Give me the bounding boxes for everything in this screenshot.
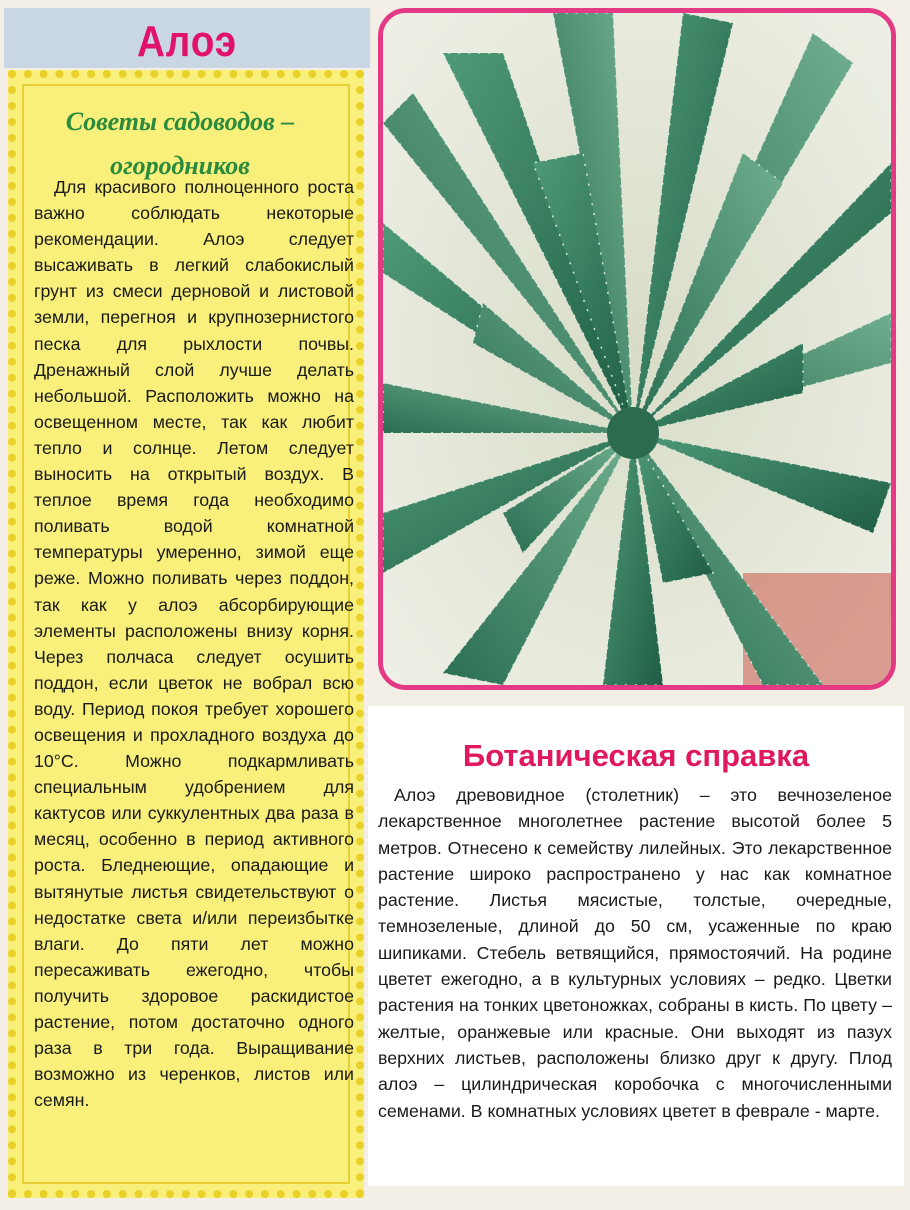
page-title: Алоэ	[136, 17, 238, 66]
aloe-photo	[378, 8, 896, 690]
sidebar-subtitle: Советы садоводов – огородников	[65, 107, 295, 180]
info-title: Ботаническая справка	[462, 738, 810, 773]
info-text: Алоэ древовидное (столетник) – это вечнозеленое лекарственное многолетнее растение высотой более 5 метров. Отнесено к семейству лилейных. Это лекарственное растение широко распространено у нас как комнатное растение. Листья мясистые, толстые, очередные, темнозеленые, длиной до 50 см, усаженные по краю шипиками. Стебель ветвящийся, прямостоячий. На родине цветет ежегодно, а в культурных условиях – редко. Цветки растения на тонких цветоножках, собраны в кисть. По цвету – желтые, оранжевые или красные. Они выходят из пазух верхних листьев, расположены близко друг к другу. Плод алоэ – цилиндрическая коробочка с многочисленными семенами. В комнатных условиях цветет в феврале - марте.	[378, 785, 892, 1121]
title-band	[4, 8, 370, 68]
sidebar-text: Для красивого полноценного роста важно соблюдать некоторые рекомендации. Алоэ следует высаживать в легкий слабокислый грунт из смеси дерновой и листовой земли, перегноя и крупнозернистого песка для рыхлости почвы. Дренажный слой лучше делать небольшой. Расположить можно на освещенном месте, так как любит тепло и солнце. Летом следует выносить на открытый воздух. В теплое время года необходимо поливать водой комнатной температуры умеренно, зимой еще реже. Можно поливать через поддон, так как у алоэ абсорбирующие элементы расположены внизу корня. Через полчаса следует осушить поддон, если цветок не вобрал всю воду. Период покоя требует хорошего освещения и прохладного воздуха до 10°С. Можно подкармливать специальным удобрением для кактусов или суккулентных два раза в месяц, особенно в период активного роста. Бледнеющие, опадающие и вытянутые листья свидетельствуют о недостатке света и/или переизбытке влаги. До пяти лет можно пересаживать ежегодно, чтобы получить здоровое раскидистое растение, потом достаточно одного раза в три года. Выращивание возможно из черенков, листов или семян.	[34, 177, 354, 1111]
aloe-plant-illustration	[383, 13, 891, 685]
botanical-reference-box	[368, 706, 904, 1186]
